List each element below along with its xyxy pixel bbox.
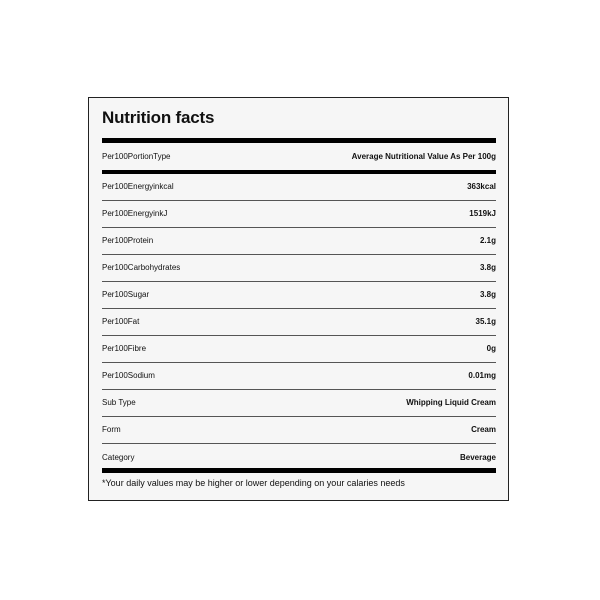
table-row xyxy=(102,228,496,255)
row-label: Form xyxy=(102,425,121,434)
nutrition-title: Nutrition facts xyxy=(102,108,215,127)
daily-values-footnote: *Your daily values may be higher or lower depending on your calaries needs xyxy=(102,478,405,488)
table-row xyxy=(102,336,496,363)
row-label: Per100Energyinkcal xyxy=(102,182,174,191)
row-label: Per100Fibre xyxy=(102,344,147,353)
row-label: Per100Protein xyxy=(102,236,154,245)
table-row xyxy=(102,174,496,201)
portion-type-label: Per100PortionType xyxy=(102,151,171,161)
table-row xyxy=(102,309,496,336)
bottom-divider-bar xyxy=(102,468,496,473)
row-value: 1519kJ xyxy=(469,209,496,218)
nutrition-facts-panel xyxy=(88,97,509,501)
row-value: Cream xyxy=(471,425,496,434)
table-row xyxy=(102,363,496,390)
row-label: Sub Type xyxy=(102,398,136,407)
row-value: 2.1g xyxy=(479,236,496,245)
row-value: 35.1g xyxy=(475,317,496,326)
table-row xyxy=(102,201,496,228)
row-value: Beverage xyxy=(459,452,496,462)
row-label: Per100Sugar xyxy=(102,290,150,299)
row-value: 3.8g xyxy=(479,263,496,272)
row-label: Per100Carbohydrates xyxy=(102,263,181,272)
row-value: 0.01mg xyxy=(468,371,496,380)
table-row xyxy=(102,417,496,444)
table-row xyxy=(102,444,496,471)
row-label: Per100Sodium xyxy=(102,371,155,380)
nutrition-table xyxy=(102,143,496,471)
row-label: Per100Fat xyxy=(102,317,140,326)
header-divider-bar xyxy=(102,170,496,174)
row-value: 0g xyxy=(486,344,496,353)
row-label: Per100EnergyinkJ xyxy=(102,209,168,218)
portion-type-value: Average Nutritional Value As Per 100g xyxy=(351,151,496,161)
table-row xyxy=(102,390,496,417)
table-row xyxy=(102,282,496,309)
row-label: Category xyxy=(102,452,135,462)
row-value: 3.8g xyxy=(479,290,496,299)
row-value: 363kcal xyxy=(467,182,496,191)
table-row xyxy=(102,255,496,282)
portion-type-row xyxy=(102,143,496,170)
row-value: Whipping Liquid Cream xyxy=(406,398,496,407)
